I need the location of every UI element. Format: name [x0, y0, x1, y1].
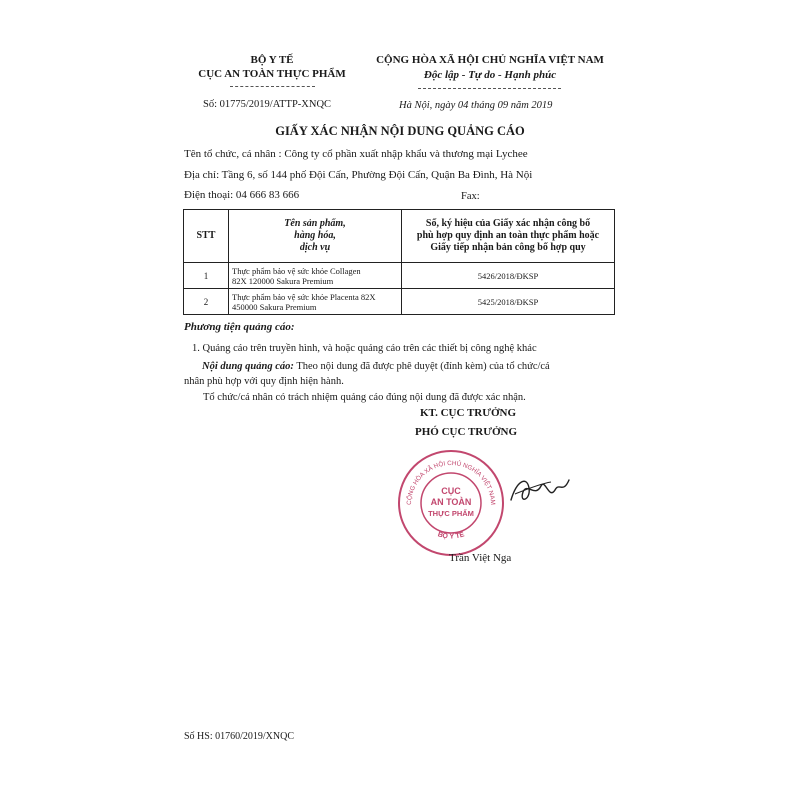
responsibility-text: Tổ chức/cá nhân có trách nhiệm quảng cáo đúng nội dung đã được xác nhận. [203, 392, 526, 403]
document-number: Số: 01775/2019/ATTP-XNQC [203, 99, 332, 110]
row-certificate-code: 5426/2018/ĐKSP [402, 263, 615, 289]
header-product-line2: hàng hóa, [294, 230, 336, 241]
handwritten-signature-icon [505, 470, 575, 510]
stamp-bottom-text [437, 528, 466, 540]
stamp-center-line3: THỰC PHẨM [428, 509, 474, 518]
row-stt: 2 [184, 289, 229, 315]
org-address: Địa chỉ: Tầng 6, số 144 phố Đội Cấn, Phường Đội Cấn, Quận Ba Đình, Hà Nội [184, 169, 533, 181]
signature-title-line1: KT. CỤC TRƯỞNG [420, 407, 517, 419]
row-product-name-line1: Thực phẩm bảo vệ sức khỏe Placenta 82X [232, 291, 376, 302]
product-table [183, 209, 615, 315]
row-product-name-line1: Thực phẩm bảo vệ sức khỏe Collagen [232, 265, 361, 276]
document-title: GIẤY XÁC NHẬN NỘI DUNG QUẢNG CÁO [275, 124, 525, 138]
header-stt: STT [184, 210, 229, 263]
official-stamp [395, 447, 507, 559]
stamp-center-line1: CỤC [441, 486, 461, 496]
signature-title-line2: PHÓ CỤC TRƯỞNG [415, 426, 518, 438]
header-cert-line1: Số, ký hiệu của Giấy xác nhận công bố [425, 218, 591, 229]
republic-line1: CỘNG HÒA XÃ HỘI CHỦ NGHĨA VIỆT NAM [376, 54, 604, 66]
republic-underline [418, 88, 561, 89]
place-date: Hà Nội, ngày 04 tháng 09 năm 2019 [399, 100, 553, 111]
table-row [184, 289, 615, 315]
row-stt: 1 [184, 263, 229, 289]
table-header-row [184, 210, 615, 263]
stamp-center-line2: AN TOÀN [430, 497, 472, 507]
header-product-line3: dịch vụ [299, 242, 331, 253]
stamp-seal-icon [395, 447, 507, 559]
means-item: 1. Quảng cáo trên truyền hình, và hoặc quảng cáo trên các thiết bị công nghệ khác [192, 343, 537, 354]
header-certificate [402, 210, 615, 263]
table-row [184, 263, 615, 289]
content-line1 [202, 361, 550, 372]
agency-line2: CỤC AN TOÀN THỰC PHẨM [198, 68, 346, 80]
row-certificate-code: 5425/2018/ĐKSP [402, 289, 615, 315]
content-text-line1: Theo nội dung đã được phê duyệt (đính kèm) của tổ chức/cá [293, 361, 550, 372]
content-label: Nội dung quảng cáo: [202, 361, 294, 372]
row-product-name [229, 263, 402, 289]
republic-line2: Độc lập - Tự do - Hạnh phúc [423, 69, 557, 81]
org-fax: Fax: [461, 191, 480, 202]
footer-hs-number: Số HS: 01760/2019/XNQC [184, 731, 295, 742]
row-product-name-line2: 450000 Sakura Premium [232, 301, 317, 312]
content-text-line2: nhân phù hợp với quy định hiện hành. [184, 376, 344, 387]
signer-name: Trần Việt Nga [449, 552, 512, 564]
agency-line1: BỘ Y TẾ [250, 54, 294, 66]
header-cert-line2: phù hợp quy định an toàn thực phẩm hoặc [416, 230, 600, 241]
org-name: Tên tổ chức, cá nhân : Công ty cổ phần xuất nhập khẩu và thương mại Lychee [184, 148, 528, 160]
header-cert-line3: Giấy tiếp nhận bản công bố hợp quy [430, 242, 586, 253]
header-product-line1: Tên sản phẩm, [284, 218, 346, 229]
row-product-name [229, 289, 402, 315]
org-phone: Điện thoại: 04 666 83 666 [184, 189, 300, 201]
means-heading: Phương tiện quảng cáo: [184, 321, 295, 333]
row-product-name-line2: 82X 120000 Sakura Premium [232, 275, 334, 286]
agency-underline [230, 86, 315, 87]
header-product [229, 210, 402, 263]
stamp-bottom-textpath: BỘ Y TẾ [436, 531, 466, 541]
stamp-ring-textpath: CỘNG HÒA XÃ HỘI CHỦ NGHĨA VIỆT NAM [405, 459, 497, 506]
